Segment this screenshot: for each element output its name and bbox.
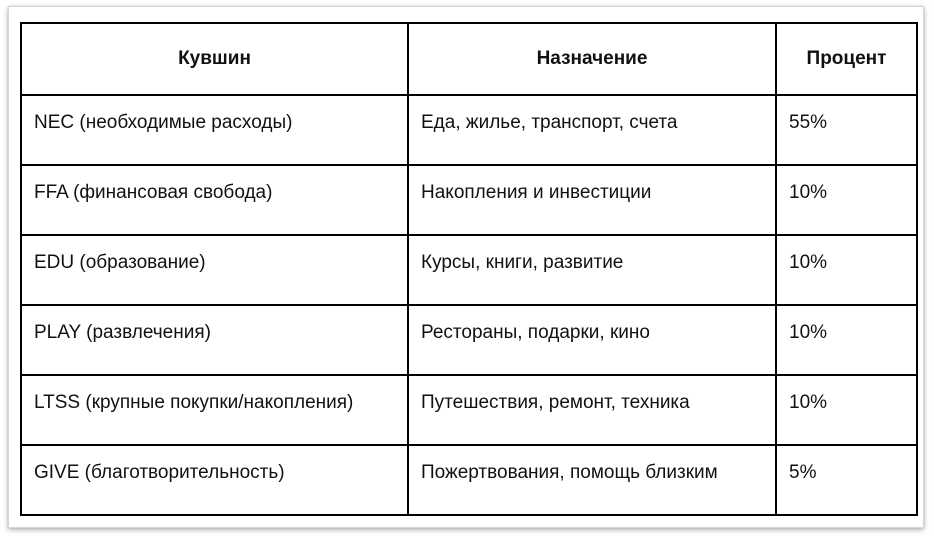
table-row [21, 165, 917, 235]
purpose-cell: Пожертвования, помощь близким [408, 445, 776, 515]
table-card [8, 6, 924, 528]
jar-cell: FFA (финансовая свобода) [21, 165, 408, 235]
jar-cell: PLAY (развлечения) [21, 305, 408, 375]
table-row [21, 445, 917, 515]
column-header-percent: Процент [776, 23, 917, 95]
purpose-cell: Накопления и инвестиции [408, 165, 776, 235]
purpose-cell: Курсы, книги, развитие [408, 235, 776, 305]
table-row [21, 305, 917, 375]
percent-cell: 55% [776, 95, 917, 165]
header-row [21, 23, 917, 95]
percent-cell: 10% [776, 165, 917, 235]
jar-cell: GIVE (благотворительность) [21, 445, 408, 515]
table-row [21, 375, 917, 445]
percent-cell: 5% [776, 445, 917, 515]
purpose-cell: Путешествия, ремонт, техника [408, 375, 776, 445]
purpose-cell: Еда, жилье, транспорт, счета [408, 95, 776, 165]
jars-table [20, 22, 918, 516]
table-row [21, 95, 917, 165]
jar-cell: LTSS (крупные покупки/накопления) [21, 375, 408, 445]
percent-cell: 10% [776, 305, 917, 375]
column-header-purpose: Назначение [408, 23, 776, 95]
jar-cell: NEC (необходимые расходы) [21, 95, 408, 165]
table-row [21, 235, 917, 305]
percent-cell: 10% [776, 375, 917, 445]
jar-cell: EDU (образование) [21, 235, 408, 305]
column-header-jar: Кувшин [21, 23, 408, 95]
percent-cell: 10% [776, 235, 917, 305]
purpose-cell: Рестораны, подарки, кино [408, 305, 776, 375]
